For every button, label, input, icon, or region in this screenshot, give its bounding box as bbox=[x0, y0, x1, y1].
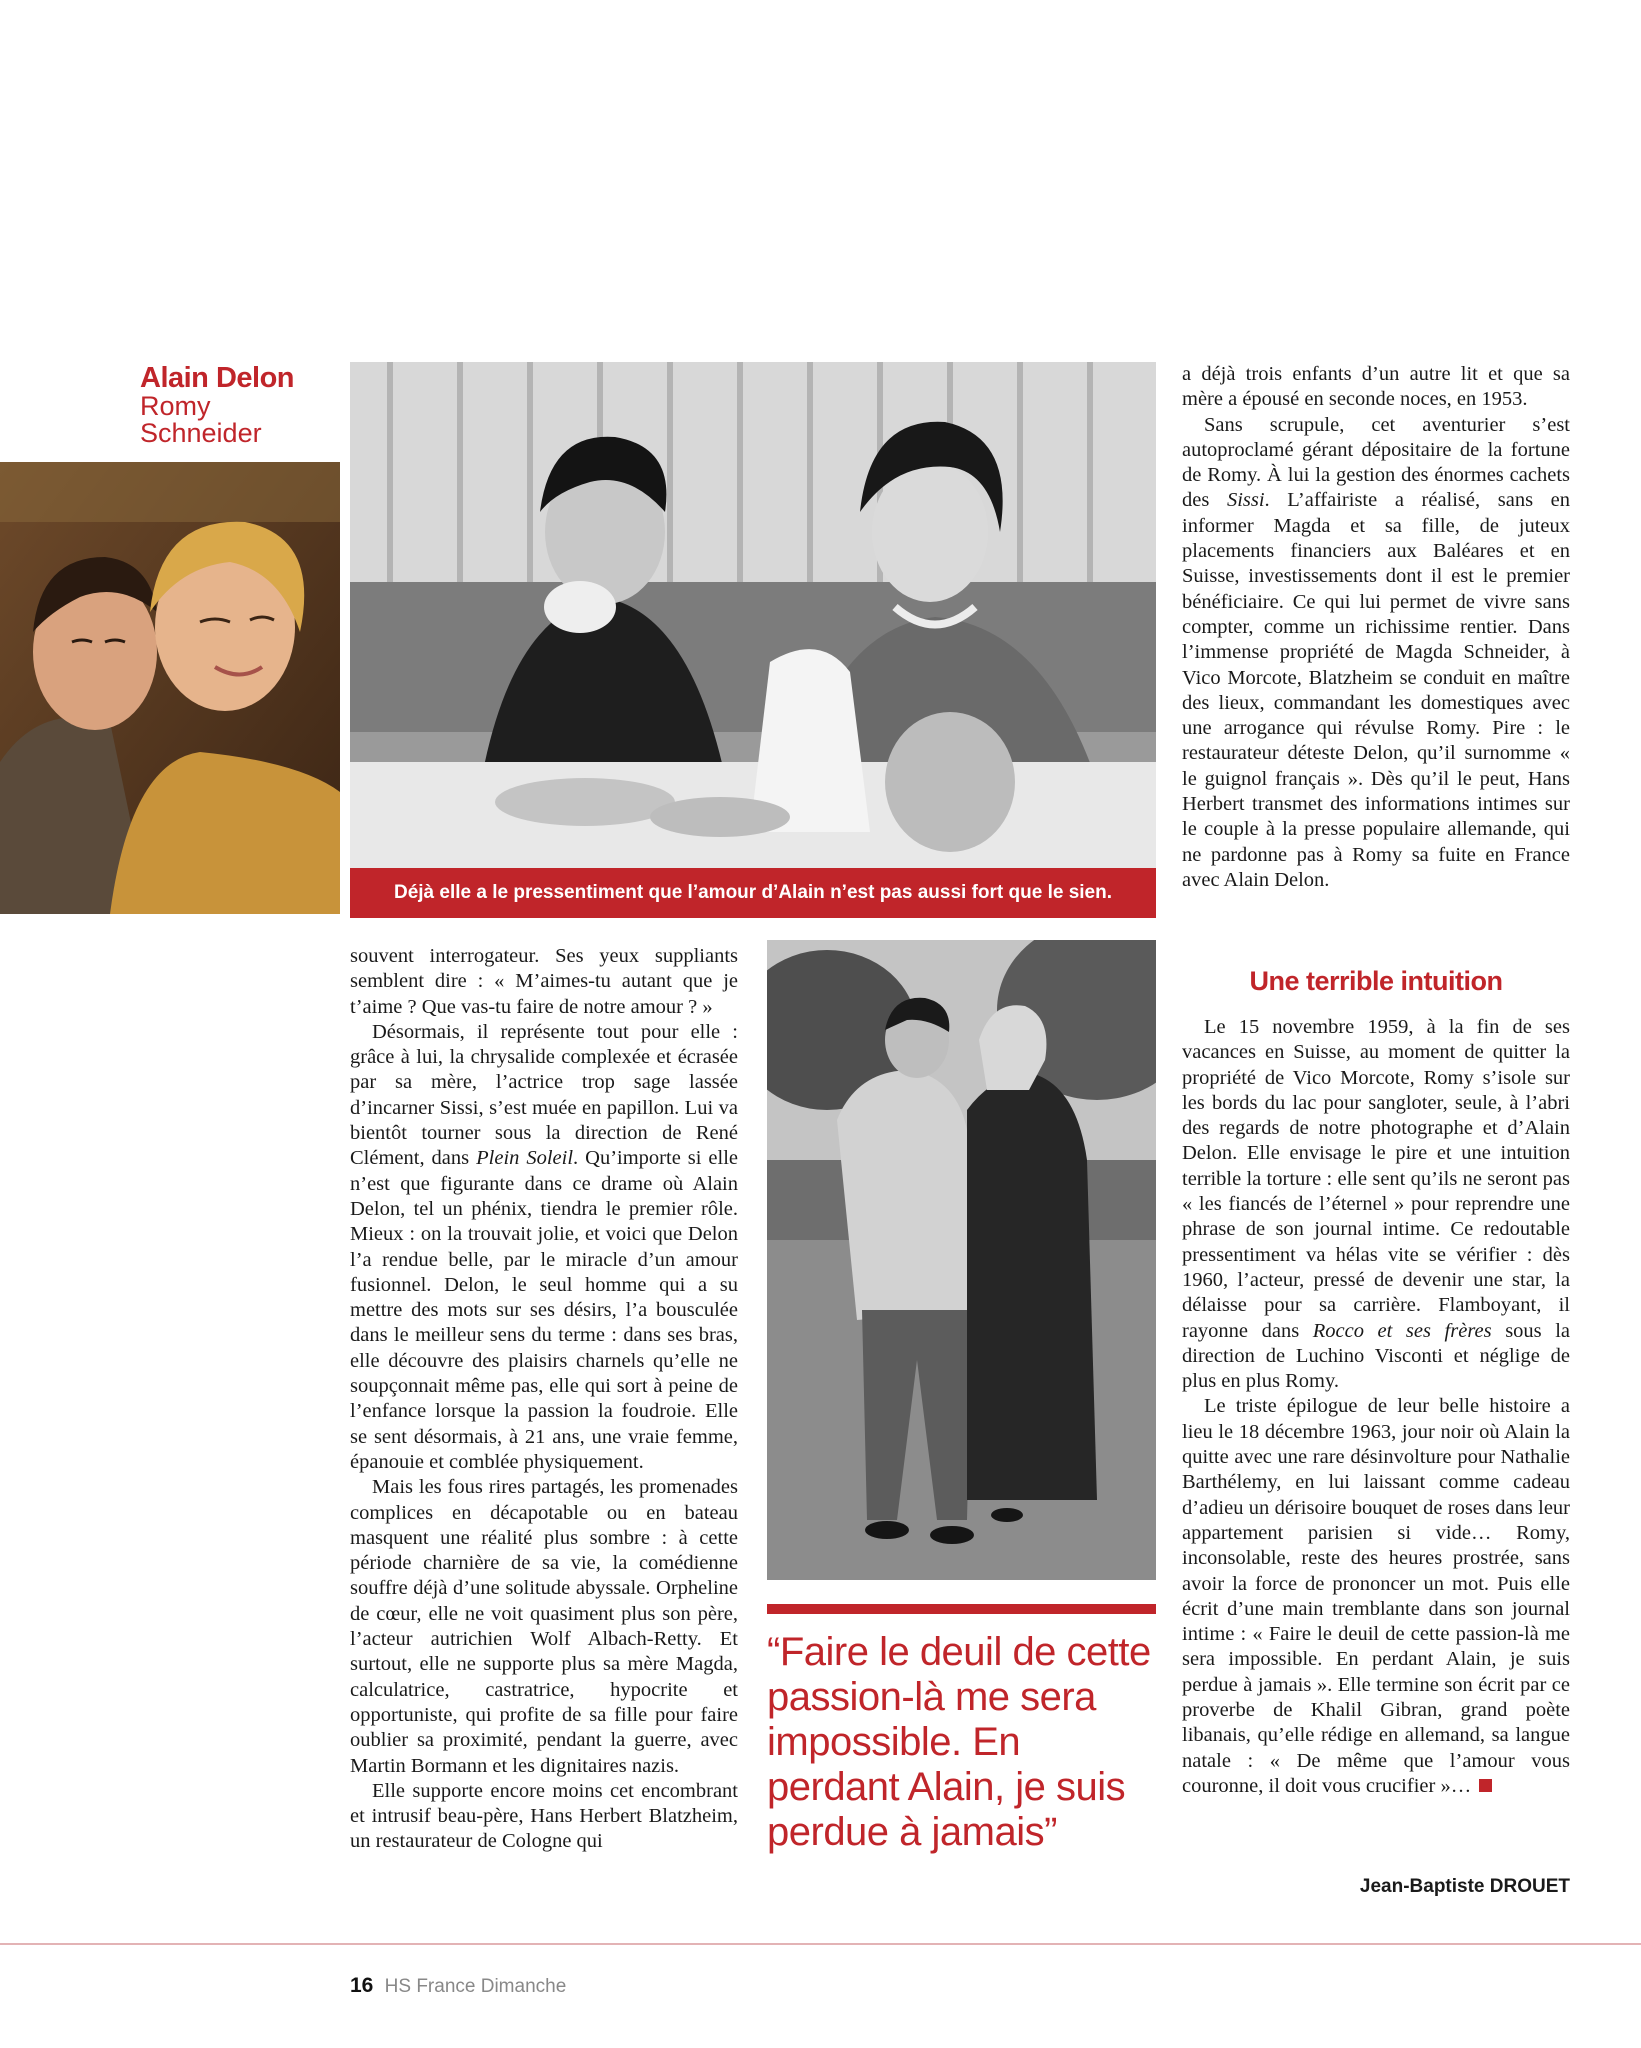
article-side-header bbox=[140, 364, 340, 447]
paragraph-text: Le 15 novembre 1959, à la fin de ses vacances en Suisse, au moment de quitter la propriété de Vico Morcote, Romy s’isole sur les bords du lac pour sangloter, seule, à l’abri des regards de notre photographe et d’Alain Delon. Elle envisage le pire et une intuition terrible la torture : elle sent qu’ils ne seront pas « les fiancés de l’éternel » pour reprendre une phrase de son journal intime. Ce redoutable pressentiment va hélas vite se vérifier : dès 1960, l’acteur, pressé de devenir une star, la délaisse pour sa carrière. Flamboyant, il rayonne dans bbox=[1182, 1016, 1570, 1342]
page-number: 16 bbox=[350, 1974, 374, 1997]
quote-rule bbox=[767, 1604, 1156, 1614]
paragraph: Elle supporte encore moins cet encombrant et intrusif beau-père, Hans Herbert Blatzheim, un restaurateur de Cologne qui bbox=[350, 1779, 738, 1853]
paragraph-text: . Qu’importe si elle n’est que figurante dans ce drame où Alain Delon, tel un phénix, tiendra le premier rôle. Mieux : on la trouvait jolie, et voici que Delon l’a rendue belle, par le miracle d’un amour fusionnel. Delon, le seul homme qui a su mettre des mots sur ses désirs, l’a bousculée dans le meilleur sens du terme : dans ses bras, elle découvre des plaisirs charnels qu’elle ne soupçonnait même pas, elle qui sort à peine de l’enfance lorsque la passion la foudroie. Elle se sent désormais, à 21 ans, une vraie femme, épanouie et comblée physiquement. bbox=[350, 1147, 738, 1473]
paragraph bbox=[1182, 413, 1570, 894]
body-column-1 bbox=[350, 944, 738, 1855]
name-romy: Romy bbox=[140, 391, 211, 421]
paragraph-text: Sans scrupule, cet aventurier s’est autoproclamé gérant dépositaire de la fortune de Romy. À lui la gestion des énormes cachets des bbox=[1182, 413, 1570, 512]
name-schneider: Schneider bbox=[140, 418, 262, 448]
photo-caption: Déjà elle a le pressentiment que l’amour d’Alain n’est pas aussi fort que le sien. bbox=[350, 868, 1156, 918]
paragraph: a déjà trois enfants d’un autre lit et que sa mère a épousé en seconde noces, en 1953. bbox=[1182, 363, 1570, 411]
paragraph: Mais les fous rires partagés, les promenades complices en décapotable ou en bateau masquent une réalité plus sombre : à cette période charnière de sa vie, la comédienne souffre déjà d’une solitude abyssale. Orpheline de cœur, elle ne voit quasiment plus son père, l’acteur autrichien Wolf Albach-Retty. Et surtout, elle ne supporte plus sa mère Magda, calculatrice, castratrice, hypocrite et opportuniste, qui profite de sa fille pour faire oublier sa proximité, pendant la guerre, avec Martin Bormann et les dignitaires nazis. bbox=[350, 1476, 738, 1777]
paragraph bbox=[1182, 1394, 1570, 1799]
page-footer bbox=[350, 1974, 566, 1998]
section-subheading: Une terrible intuition bbox=[1249, 966, 1503, 996]
paragraph bbox=[1182, 1015, 1570, 1394]
paragraph: souvent interrogateur. Ses yeux suppliants semblent dire : « M’aimes-tu autant que je t’aime ? Que vas-tu faire de notre amour ? » bbox=[350, 945, 738, 1018]
walking-photo bbox=[767, 940, 1156, 1580]
cover-photo bbox=[0, 462, 340, 914]
name-alain-delon: Alain Delon bbox=[140, 362, 295, 394]
end-mark-icon bbox=[1479, 1779, 1492, 1792]
film-title: Rocco et ses frères bbox=[1312, 1319, 1492, 1342]
body-column-2-top bbox=[1182, 362, 1570, 893]
tea-photo bbox=[350, 362, 1156, 868]
paragraph-text: . L’affairiste a réalisé, sans en informer Magda et sa fille, de juteux placements financiers aux Baléares et en Suisse, investissements dont il est le premier bénéficiaire. Ce qui lui permet de vivre sans compter, comme un richissime rentier. Dans l’immense propriété de Magda Schneider, à Vico Morcote, Blatzheim se conduit en maître des lieux, commandant les domestiques avec une arrogance qui révulse Romy. Pire : le restaurateur déteste Delon, qu’il surnomme « le guignol français ». Dès qu’il le peut, Hans Herbert transmet des informations intimes sur le couple à la presse populaire allemande, qui ne pardonne pas à Romy sa fuite en France avec Alain Delon. bbox=[1182, 489, 1570, 891]
body-column-2-bottom bbox=[1182, 1015, 1570, 1799]
film-title: Sissi bbox=[1226, 489, 1265, 512]
publication-name: HS France Dimanche bbox=[384, 1976, 567, 1997]
pull-quote: “Faire le deuil de cette passion-là me sera impossible. En perdant Alain, je suis perdue à jamais” bbox=[767, 1630, 1151, 1854]
paragraph-text: Désormais, il représente tout pour elle : grâce à lui, la chrysalide complexée et écrasée par sa mère, l’actrice trop sage lassée d’incarner Sissi, s’est muée en papillon. Lui va bientôt tourner sous la direction de René Clément, dans bbox=[350, 1020, 738, 1170]
paragraph bbox=[350, 1020, 738, 1475]
paragraph-text: Le triste épilogue de leur belle histoire a lieu le 18 décembre 1963, jour noir où Alain la quitte avec une rare désinvolture pour Nathalie Barthélemy, en lui laissant comme cadeau d’adieu un dérisoire bouquet de roses dans leur appartement parisien si vide… Romy, inconsolable, reste des heures prostrée, sans avoir la force de prononcer un mot. Puis elle écrit d’une main tremblante dans son journal intime : « Faire le deuil de cette passion-là me sera impossible. En perdant Alain, je suis perdue à jamais ». Elle termine son écrit par ce proverbe de Khalil Gibran, grand poète libanais, qu’elle rédige en allemand, sa langue natale : « De même que l’amour vous couronne, il doit vous crucifier »… bbox=[1182, 1395, 1570, 1797]
footer-rule bbox=[0, 1943, 1641, 1945]
film-title: Plein Soleil bbox=[476, 1147, 574, 1170]
paragraph-text: sous la direction de Luchino Visconti et néglige de plus en plus Romy. bbox=[1182, 1319, 1571, 1393]
author-byline: Jean-Baptiste DROUET bbox=[1359, 1876, 1570, 1897]
